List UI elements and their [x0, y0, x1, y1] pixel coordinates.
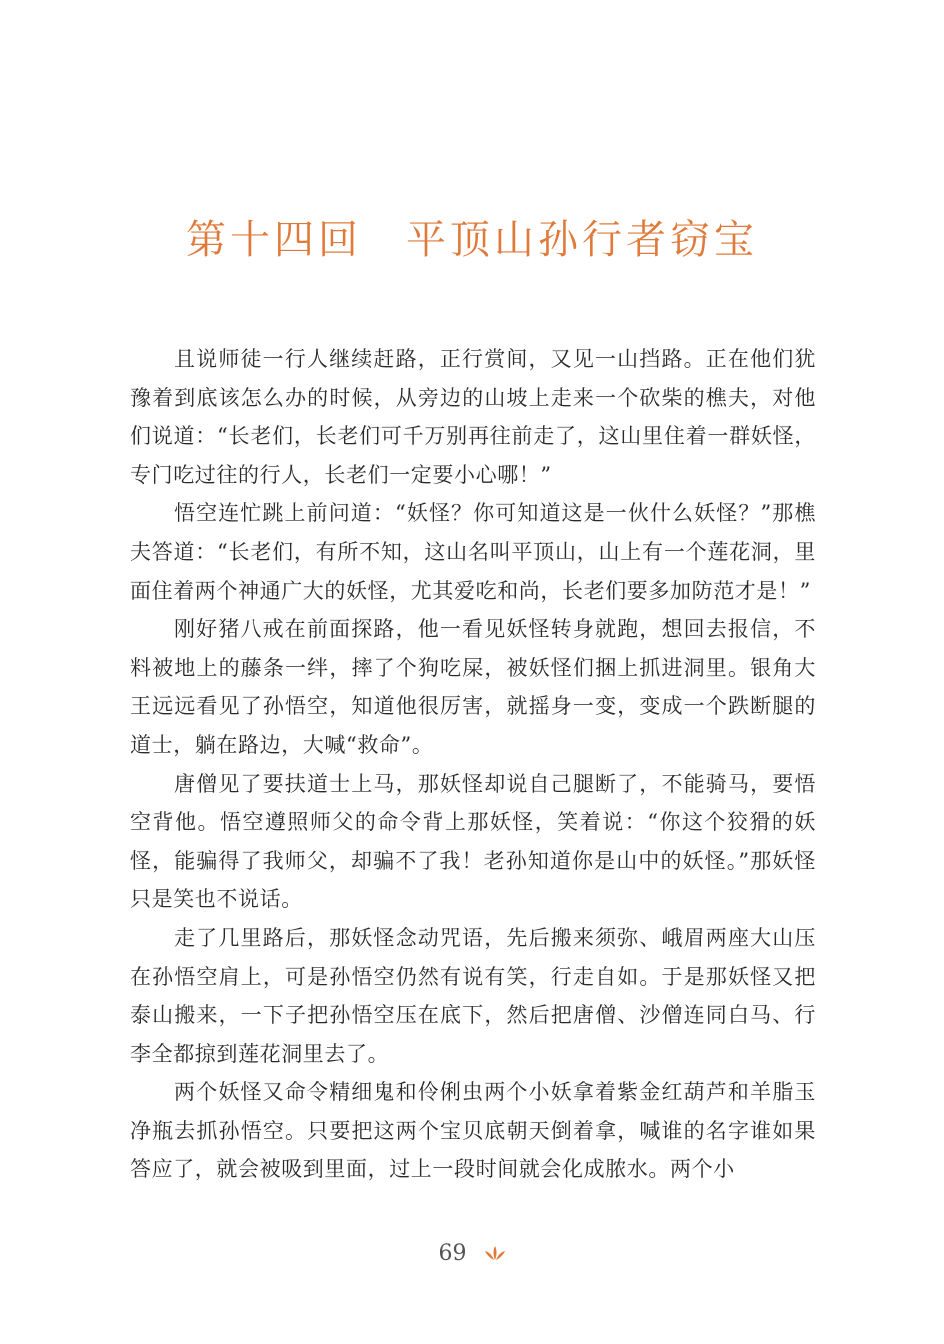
paragraph: 唐僧见了要扶道士上马，那妖怪却说自己腿断了，不能骑马，要悟空背他。悟空遵照师父的命令背上那妖怪，笑着说：“你这个狡猾的妖怪，能骗得了我师父，却骗不了我！老孙知道你是山中的妖怪。”那妖怪只是笑也不说话。 [130, 771, 816, 912]
body-text [130, 340, 816, 1189]
paragraph: 刚好猪八戒在前面探路，他一看见妖怪转身就跑，想回去报信，不料被地上的藤条一绊，摔了个狗吃屎，被妖怪们捆上抓进洞里。银角大王远远看见了孙悟空，知道他很厉害，就摇身一变，变成一个跌断腿的道士，躺在路边，大喊“救命”。 [130, 617, 816, 757]
paragraph: 两个妖怪又命令精细鬼和伶俐虫两个小妖拿着紫金红葫芦和羊脂玉净瓶去抓孙悟空。只要把这两个宝贝底朝天倒着拿，喊谁的名字谁如果答应了，就会被吸到里面，过上一段时间就会化成脓水。两个小 [130, 1080, 816, 1182]
page-footer [0, 1240, 944, 1266]
paragraph: 悟空连忙跳上前问道：“妖怪？你可知道这是一伙什么妖怪？”那樵夫答道：“长老们，有所不知，这山名叫平顶山，山上有一个莲花洞，里面住着两个神通广大的妖怪，尤其爱吃和尚，长老们要多加防范才是！” [130, 501, 816, 603]
paragraph: 走了几里路后，那妖怪念动咒语，先后搬来须弥、峨眉两座大山压在孙悟空肩上，可是孙悟空仍然有说有笑，行走自如。于是那妖怪又把泰山搬来，一下子把孙悟空压在底下，然后把唐僧、沙僧连同白马、行李全都掠到莲花洞里去了。 [130, 925, 816, 1066]
page-number: 69 [438, 1240, 467, 1266]
leaf-ornament-icon [484, 1245, 506, 1261]
chapter-title: 第十四回 平顶山孙行者窃宝 [186, 217, 758, 263]
paragraph: 且说师徒一行人继续赶路，正行赏间，又见一山挡路。正在他们犹豫着到底该怎么办的时候，从旁边的山坡上走来一个砍柴的樵夫，对他们说道：“长老们，长老们可千万别再往前走了，这山里住着一群妖怪，专门吃过往的行人，长老们一定要小心哪！” [130, 347, 816, 487]
